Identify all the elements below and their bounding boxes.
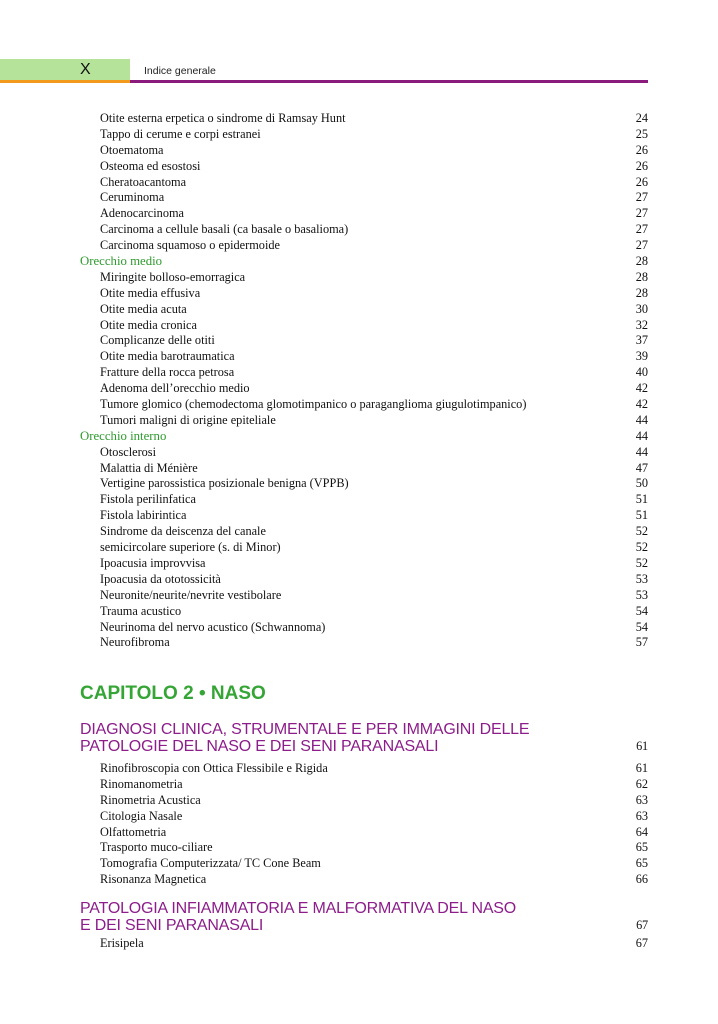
toc-entry bbox=[80, 381, 648, 397]
toc-page-number: 63 bbox=[635, 808, 648, 823]
toc-page-number: 44 bbox=[635, 412, 648, 427]
toc-entry-title: Osteoma ed esostosi bbox=[100, 158, 201, 173]
chapter-heading: CAPITOLO 2 • NASO bbox=[80, 683, 266, 704]
toc-page-number: 64 bbox=[635, 824, 648, 839]
toc-page-number: 44 bbox=[635, 444, 648, 459]
toc-entry-title: Orecchio interno bbox=[80, 428, 167, 443]
toc-entry bbox=[80, 286, 648, 302]
toc-entry bbox=[80, 635, 648, 651]
page-numeral: X bbox=[80, 61, 91, 78]
toc-entry bbox=[80, 840, 648, 856]
toc-entry bbox=[80, 777, 648, 793]
toc-entry bbox=[80, 445, 648, 461]
toc-entry-title: Neuronite/neurite/nevrite vestibolare bbox=[100, 587, 282, 602]
toc-entry bbox=[80, 143, 648, 159]
toc-entry bbox=[80, 270, 648, 286]
toc-page-number: 28 bbox=[635, 269, 648, 284]
toc-page-number: 27 bbox=[635, 238, 648, 253]
toc-page-number: 30 bbox=[635, 301, 648, 316]
toc-page-number: 28 bbox=[635, 285, 648, 300]
toc-entry bbox=[80, 365, 648, 381]
toc-page-number: 26 bbox=[635, 142, 648, 157]
toc-entry-title: Cheratoacantoma bbox=[100, 174, 187, 189]
toc-page-number: 27 bbox=[635, 222, 648, 237]
toc-page-number: 32 bbox=[635, 317, 648, 332]
toc-ear-entries bbox=[80, 111, 648, 651]
toc-entry-title: Miringite bolloso-emorragica bbox=[100, 269, 246, 284]
toc-entry-title: Adenoma dell’orecchio medio bbox=[100, 381, 250, 396]
toc-entry-title: Fistola perilinfatica bbox=[100, 492, 196, 507]
toc-entry-title: Fratture della rocca petrosa bbox=[100, 365, 235, 380]
toc-page-number: 26 bbox=[635, 174, 648, 189]
toc-section-heading bbox=[80, 254, 648, 270]
toc-page-number: 57 bbox=[635, 635, 648, 650]
toc-entry-title: Rinofibroscopia con Ottica Flessibile e Rigida bbox=[100, 761, 328, 775]
toc-page-number: 26 bbox=[635, 158, 648, 173]
toc-entry-title: Ceruminoma bbox=[100, 190, 165, 205]
toc-entry bbox=[80, 508, 648, 524]
toc-entry-title: Fistola labirintica bbox=[100, 508, 187, 523]
toc-entry bbox=[80, 159, 648, 175]
toc-entry-title: Risonanza Magnetica bbox=[100, 872, 207, 887]
major-heading-line: E DEI SENI PARANASALI bbox=[80, 917, 264, 935]
toc-page-number: 25 bbox=[635, 126, 648, 141]
toc-entry bbox=[80, 556, 648, 572]
toc-page-number: 53 bbox=[635, 571, 648, 586]
toc-entry-title: Otite media cronica bbox=[100, 317, 197, 332]
toc-page-number: 67 bbox=[635, 936, 648, 951]
toc-entry-title: Olfattometria bbox=[100, 824, 167, 839]
toc-entry bbox=[80, 461, 648, 477]
toc-entry bbox=[80, 809, 648, 825]
major-heading-line: DIAGNOSI CLINICA, STRUMENTALE E PER IMMAGINI DELLE bbox=[80, 721, 530, 738]
toc-entry-title: Neurinoma del nervo acustico (Schwannoma) bbox=[100, 619, 326, 634]
toc-entry bbox=[80, 761, 648, 777]
header-rule-purple bbox=[130, 80, 648, 83]
toc-page-number: 52 bbox=[635, 555, 648, 570]
toc-page-number: 53 bbox=[635, 587, 648, 602]
toc-page-number: 51 bbox=[635, 508, 648, 523]
toc-entry bbox=[80, 349, 648, 365]
toc-entry-title: Otite media acuta bbox=[100, 301, 187, 316]
major-heading-patologia bbox=[80, 900, 648, 934]
toc-entry-title: Neurofibroma bbox=[100, 635, 170, 650]
toc-entry-title: semicircolare superiore (s. di Minor) bbox=[100, 540, 281, 555]
toc-page-number: 61 bbox=[636, 739, 648, 753]
toc-entry bbox=[80, 127, 648, 143]
toc-entry bbox=[80, 222, 648, 238]
toc-entry bbox=[80, 175, 648, 191]
toc-entry bbox=[80, 318, 648, 334]
toc-page-number: 61 bbox=[635, 761, 648, 775]
toc-entry bbox=[80, 936, 648, 952]
toc-entry bbox=[80, 604, 648, 620]
toc-page-number: 24 bbox=[635, 111, 648, 125]
toc-page-number: 65 bbox=[635, 856, 648, 871]
toc-page-number: 63 bbox=[635, 792, 648, 807]
header-rule-orange bbox=[0, 80, 130, 83]
toc-page-number: 52 bbox=[635, 540, 648, 555]
toc-entry bbox=[80, 476, 648, 492]
toc-entry-title: Tomografia Computerizzata/ TC Cone Beam bbox=[100, 856, 321, 871]
toc-entry bbox=[80, 413, 648, 429]
toc-entry bbox=[80, 190, 648, 206]
toc-page-number: 62 bbox=[635, 776, 648, 791]
toc-page-number: 52 bbox=[635, 524, 648, 539]
toc-entry bbox=[80, 524, 648, 540]
toc-page-number: 39 bbox=[635, 349, 648, 364]
toc-page-number: 65 bbox=[635, 840, 648, 855]
toc-entry-title: Rinomanometria bbox=[100, 776, 183, 791]
toc-entry bbox=[80, 620, 648, 636]
toc-entry-title: Rinometria Acustica bbox=[100, 792, 201, 807]
page-numeral-tab bbox=[0, 59, 130, 81]
running-title: Indice generale bbox=[144, 65, 216, 77]
toc-entry bbox=[80, 397, 648, 413]
toc-entry-title: Carcinoma a cellule basali (ca basale o basalioma) bbox=[100, 222, 349, 237]
toc-page-number: 50 bbox=[635, 476, 648, 491]
running-header bbox=[0, 59, 718, 85]
toc-page-number: 54 bbox=[635, 603, 648, 618]
toc-entry-title: Otosclerosi bbox=[100, 444, 157, 459]
major-heading-line: PATOLOGIA INFIAMMATORIA E MALFORMATIVA DEL NASO bbox=[80, 900, 517, 918]
toc-entry bbox=[80, 856, 648, 872]
major-heading-line: PATOLOGIE DEL NASO E DEI SENI PARANASALI bbox=[80, 738, 439, 755]
toc-page-number: 27 bbox=[635, 190, 648, 205]
toc-list-diagnosi bbox=[80, 761, 648, 888]
toc-entry bbox=[80, 492, 648, 508]
toc-entry bbox=[80, 238, 648, 254]
toc-page-number: 27 bbox=[635, 206, 648, 221]
toc-page-number: 37 bbox=[635, 333, 648, 348]
toc-page-number: 54 bbox=[635, 619, 648, 634]
toc-entry bbox=[80, 572, 648, 588]
toc-entry-title: Otoematoma bbox=[100, 142, 164, 157]
toc-entry-title: Otite media barotraumatica bbox=[100, 349, 235, 364]
toc-entry-title: Tumori maligni di origine epiteliale bbox=[100, 412, 276, 427]
toc-entry-title: Tappo di cerume e corpi estranei bbox=[100, 126, 261, 141]
toc-entry-title: Vertigine parossistica posizionale benigna (VPPB) bbox=[100, 476, 349, 491]
toc-page-number: 44 bbox=[635, 428, 648, 443]
toc-page-number: 42 bbox=[635, 397, 648, 412]
toc-entry bbox=[80, 793, 648, 809]
toc-entry bbox=[80, 540, 648, 556]
toc-entry bbox=[80, 588, 648, 604]
toc-entry-title: Complicanze delle otiti bbox=[100, 333, 215, 348]
toc-list-patologia bbox=[80, 936, 648, 952]
toc-entry-title: Erisipela bbox=[100, 936, 144, 951]
toc-page-number: 47 bbox=[635, 460, 648, 475]
toc-nose-entries bbox=[80, 721, 648, 952]
toc-page-number: 28 bbox=[635, 254, 648, 269]
toc-entry bbox=[80, 111, 648, 127]
toc-entry-title: Otite media effusiva bbox=[100, 285, 201, 300]
toc-entry-title: Orecchio medio bbox=[80, 254, 163, 269]
toc-entry bbox=[80, 333, 648, 349]
toc-page-number: 51 bbox=[635, 492, 648, 507]
major-heading-diagnosi bbox=[80, 721, 648, 755]
toc-entry-title: Carcinoma squamoso o epidermoide bbox=[100, 238, 280, 253]
toc-entry bbox=[80, 825, 648, 841]
toc-entry-title: Malattia di Ménière bbox=[100, 460, 198, 475]
toc-entry-title: Trasporto muco-ciliare bbox=[100, 840, 213, 855]
toc-page-number: 66 bbox=[635, 872, 648, 887]
toc-entry-title: Otite esterna erpetica o sindrome di Ramsay Hunt bbox=[100, 111, 346, 125]
toc-entry-title: Tumore glomico (chemodectoma glomotimpanico o paraganglioma giugulotimpanico) bbox=[100, 397, 527, 412]
toc-entry bbox=[80, 872, 648, 888]
toc-entry-title: Citologia Nasale bbox=[100, 808, 183, 823]
toc-entry bbox=[80, 206, 648, 222]
toc-page-number: 40 bbox=[635, 365, 648, 380]
toc-entry-title: Adenocarcinoma bbox=[100, 206, 184, 221]
toc-section-heading bbox=[80, 429, 648, 445]
toc-page-number: 67 bbox=[636, 918, 648, 933]
toc-entry-title: Trauma acustico bbox=[100, 603, 182, 618]
toc-entry-title: Ipoacusia da ototossicità bbox=[100, 571, 221, 586]
toc-entry-title: Sindrome da deiscenza del canale bbox=[100, 524, 266, 539]
toc-entry bbox=[80, 302, 648, 318]
toc-entry-title: Ipoacusia improvvisa bbox=[100, 555, 206, 570]
toc-page-number: 42 bbox=[635, 381, 648, 396]
